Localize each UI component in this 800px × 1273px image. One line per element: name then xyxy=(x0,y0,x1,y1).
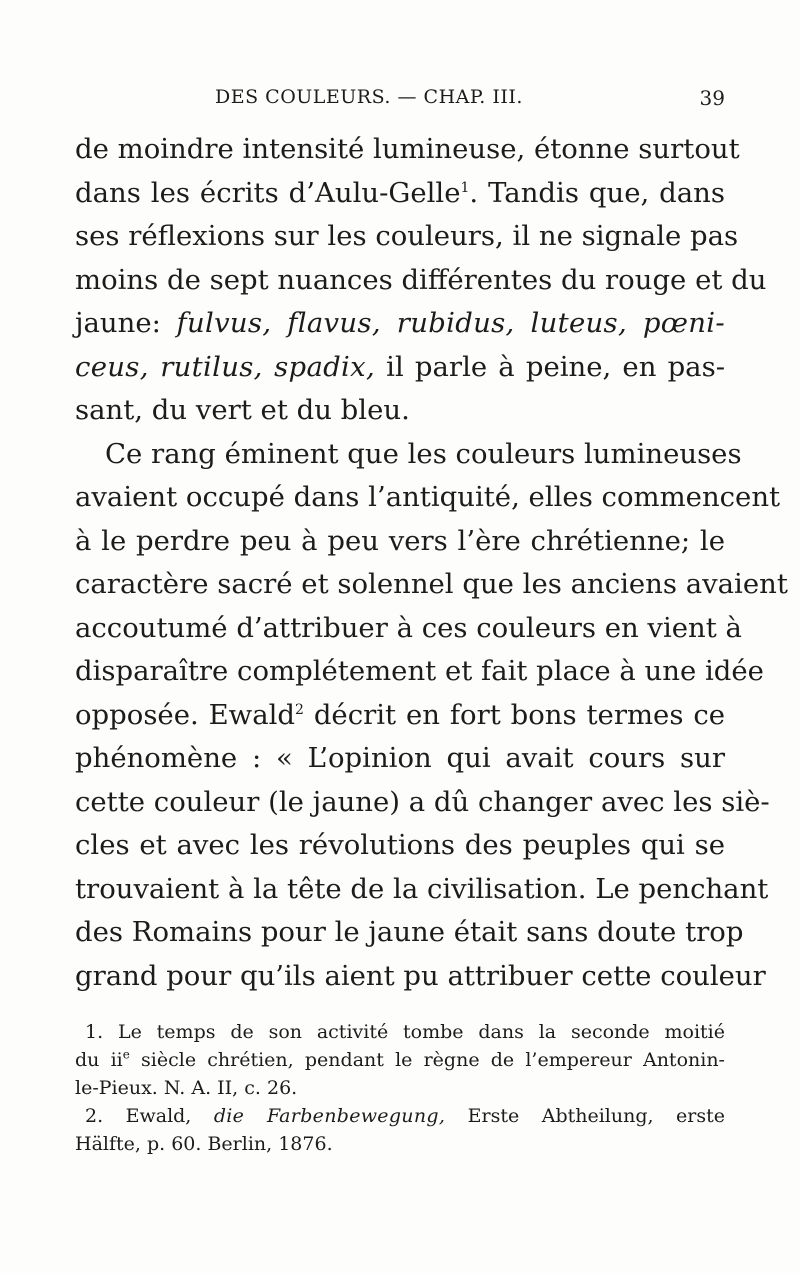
text-span: des Romains pour le jaune était sans doute trop xyxy=(75,916,744,948)
text-span: avaient occupé dans l’antiquité, elles commencent xyxy=(75,481,781,513)
text-line xyxy=(75,607,742,651)
footnote-2-line xyxy=(75,1130,725,1158)
text-line xyxy=(75,476,781,520)
text-span: accoutumé d’attribuer à ces couleurs en vient à xyxy=(75,611,742,644)
text-line xyxy=(75,346,725,390)
text-span: de moindre intensité lumineuse, étonne surtout xyxy=(75,133,740,165)
text-line xyxy=(75,520,725,564)
running-head xyxy=(75,86,725,116)
text-span: grand pour qu’ils aient pu attribuer cette couleur xyxy=(75,959,766,992)
text-span: phénomène : « L’opinion qui avait cours sur xyxy=(75,742,725,774)
text-span: opposée. Ewald xyxy=(75,698,296,731)
text-line xyxy=(75,911,744,955)
text-span: le-Pieux. N. A. II, c. 26. xyxy=(75,1077,298,1099)
footnote-ref-1[interactable]: 1 xyxy=(460,179,470,196)
body-text xyxy=(75,128,788,998)
footnote-2-line xyxy=(75,1102,725,1130)
running-title: DES COULEURS. — CHAP. III. xyxy=(215,86,523,108)
footnote-1-line xyxy=(75,1018,725,1046)
text-span: caractère sacré et solennel que les anciens avaient xyxy=(75,568,788,600)
page-number: 39 xyxy=(699,86,725,110)
text-span: moins de sept nuances différentes du rouge et du xyxy=(75,263,767,296)
text-line xyxy=(75,955,766,999)
footnote-1-line xyxy=(75,1074,725,1102)
text-span: trouvaient à la tête de la civilisation. Le penchant xyxy=(75,872,769,905)
roman-numeral: ii xyxy=(110,1049,123,1071)
text-span: à le perdre peu à peu vers l’ère chrétienne; le xyxy=(75,524,725,557)
italic-latin-terms: fulvus, flavus, rubidus, luteus, pœni- xyxy=(176,307,725,339)
text-line xyxy=(75,563,788,607)
text-span: sant, du vert et du bleu. xyxy=(75,394,410,426)
italic-latin-terms: ceus, rutilus, spadix, xyxy=(75,350,375,383)
italic-title: die Farbenbewegung, xyxy=(213,1105,446,1127)
text-span: décrit en fort bons termes ce xyxy=(303,698,726,731)
text-line xyxy=(75,128,740,172)
text-line xyxy=(75,302,725,346)
footnotes xyxy=(75,1018,725,1158)
footnote-ref-2[interactable]: 2 xyxy=(295,701,304,718)
text-span: 1. Le temps de son activité tombe dans la seconde moitié xyxy=(85,1021,725,1043)
text-span: cles et avec les révolutions des peuples qui se xyxy=(75,829,725,861)
text-span: jaune: xyxy=(75,307,177,339)
text-line xyxy=(75,824,725,868)
text-span: Ce rang éminent que les couleurs lumineuses xyxy=(105,437,742,470)
text-span: Erste Abtheilung, erste xyxy=(445,1105,725,1127)
text-line xyxy=(75,215,739,259)
text-line xyxy=(75,172,725,216)
footnote-1-line xyxy=(75,1046,725,1074)
text-line xyxy=(75,389,725,433)
text-span: du xyxy=(75,1049,111,1071)
text-line xyxy=(75,868,769,912)
text-span: disparaître complétement et fait place à une idée xyxy=(75,655,764,687)
text-line xyxy=(75,650,764,694)
text-line xyxy=(75,781,770,825)
text-line xyxy=(75,737,725,781)
text-span: Hälfte, p. 60. Berlin, 1876. xyxy=(75,1133,333,1155)
text-span: siècle chrétien, pendant le règne de l’empereur Antonin- xyxy=(129,1049,725,1071)
text-line xyxy=(75,433,742,477)
ordinal-superscript: e xyxy=(122,1047,130,1062)
text-line xyxy=(75,259,767,303)
text-span: cette couleur (le jaune) a dû changer avec les siè- xyxy=(75,785,770,818)
text-span: dans les écrits d’Aulu-Gelle xyxy=(75,176,461,209)
text-span: 2. Ewald, xyxy=(85,1105,214,1127)
text-span: il parle à peine, en pas- xyxy=(375,350,725,383)
text-span: . Tandis que, dans xyxy=(469,176,725,209)
text-span: ses réflexions sur les couleurs, il ne signale pas xyxy=(75,220,739,252)
text-line xyxy=(75,694,725,738)
